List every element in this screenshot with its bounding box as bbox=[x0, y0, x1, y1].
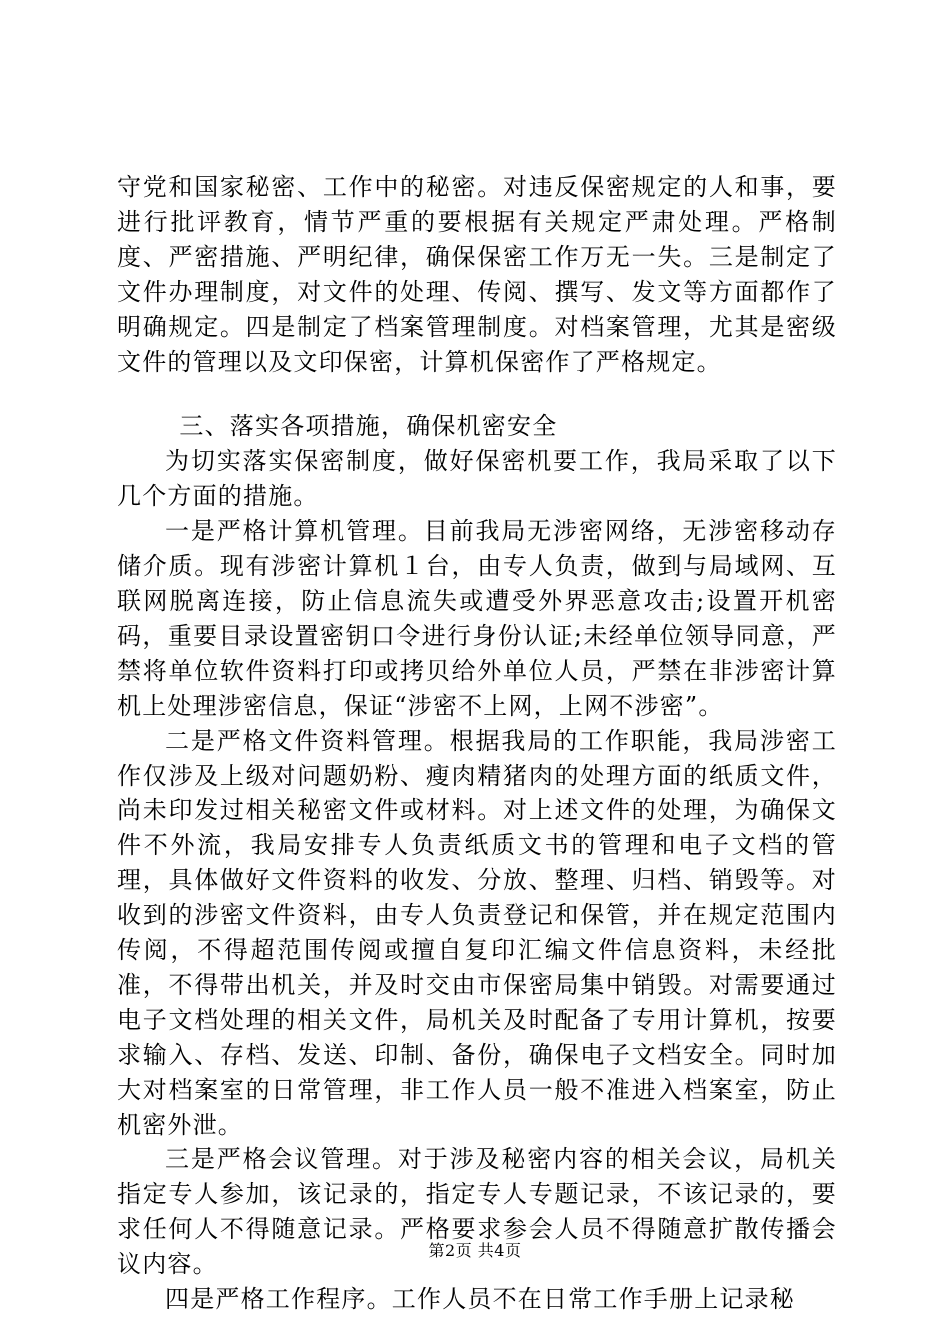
section-heading: 三、落实各项措施，确保机密安全 bbox=[179, 412, 558, 441]
paragraph-meeting-management: 三是严格会议管理。对于涉及秘密内容的相关会议，局机关指定专人参加，该记录的，指定专人专题记录，不该记录的，要求任何人不得随意记录。严格要求参会人员不得随意扩散传播会议内容。 bbox=[117, 1145, 837, 1279]
paragraph-document-management: 二是严格文件资料管理。根据我局的工作职能，我局涉密工作仅涉及上级对问题奶粉、瘦肉精猪肉的处理方面的纸质文件，尚未印发过相关秘密文件或材料。对上述文件的处理，为确保文件不外流，我局安排专人负责纸质文书的管理和电子文档的管理，具体做好文件资料的收发、分放、整理、归档、销毁等。对收到的涉密文件资料，由专人负责登记和保管，并在规定范围内传阅，不得超范围传阅或擅自复印汇编文件信息资料，未经批准，不得带出机关，并及时交由市保密局集中销毁。对需要通过电子文档处理的相关文件，局机关及时配备了专用计算机，按要求输入、存档、发送、印制、备份，确保电子文档安全。同时加大对档案室的日常管理，非工作人员一般不准进入档案室，防止机密外泄。 bbox=[117, 726, 837, 1139]
paragraph-work-procedure: 四是严格工作程序。工作人员不在日常工作手册上记录秘 bbox=[165, 1285, 795, 1314]
paragraph-intro: 为切实落实保密制度，做好保密机要工作，我局采取了以下几个方面的措施。 bbox=[117, 447, 837, 511]
document-body bbox=[117, 170, 837, 1317]
page-footer: 第2页 共4页 bbox=[428, 1241, 522, 1260]
paragraph-gap bbox=[117, 379, 837, 409]
paragraph-computer-management: 一是严格计算机管理。目前我局无涉密网络，无涉密移动存储介质。现有涉密计算机１台，由专人负责，做到与局域网、互联网脱离连接，防止信息流失或遭受外界恶意攻击;设置开机密码，重要目录设置密钥口令进行身份认证;未经单位领导同意，严禁将单位软件资料打印或拷贝给外单位人员，严禁在非涉密计算机上处理涉密信息，保证“涉密不上网，上网不涉密”。 bbox=[117, 517, 837, 720]
paragraph-continuation: 守党和国家秘密、工作中的秘密。对违反保密规定的人和事，要进行批评教育，情节严重的要根据有关规定严肃处理。严格制度、严密措施、严明纪律，确保保密工作万无一失。三是制定了文件办理制度，对文件的处理、传阅、撰写、发文等方面都作了明确规定。四是制定了档案管理制度。对档案管理，尤其是密级文件的管理以及文印保密，计算机保密作了严格规定。 bbox=[117, 173, 837, 376]
